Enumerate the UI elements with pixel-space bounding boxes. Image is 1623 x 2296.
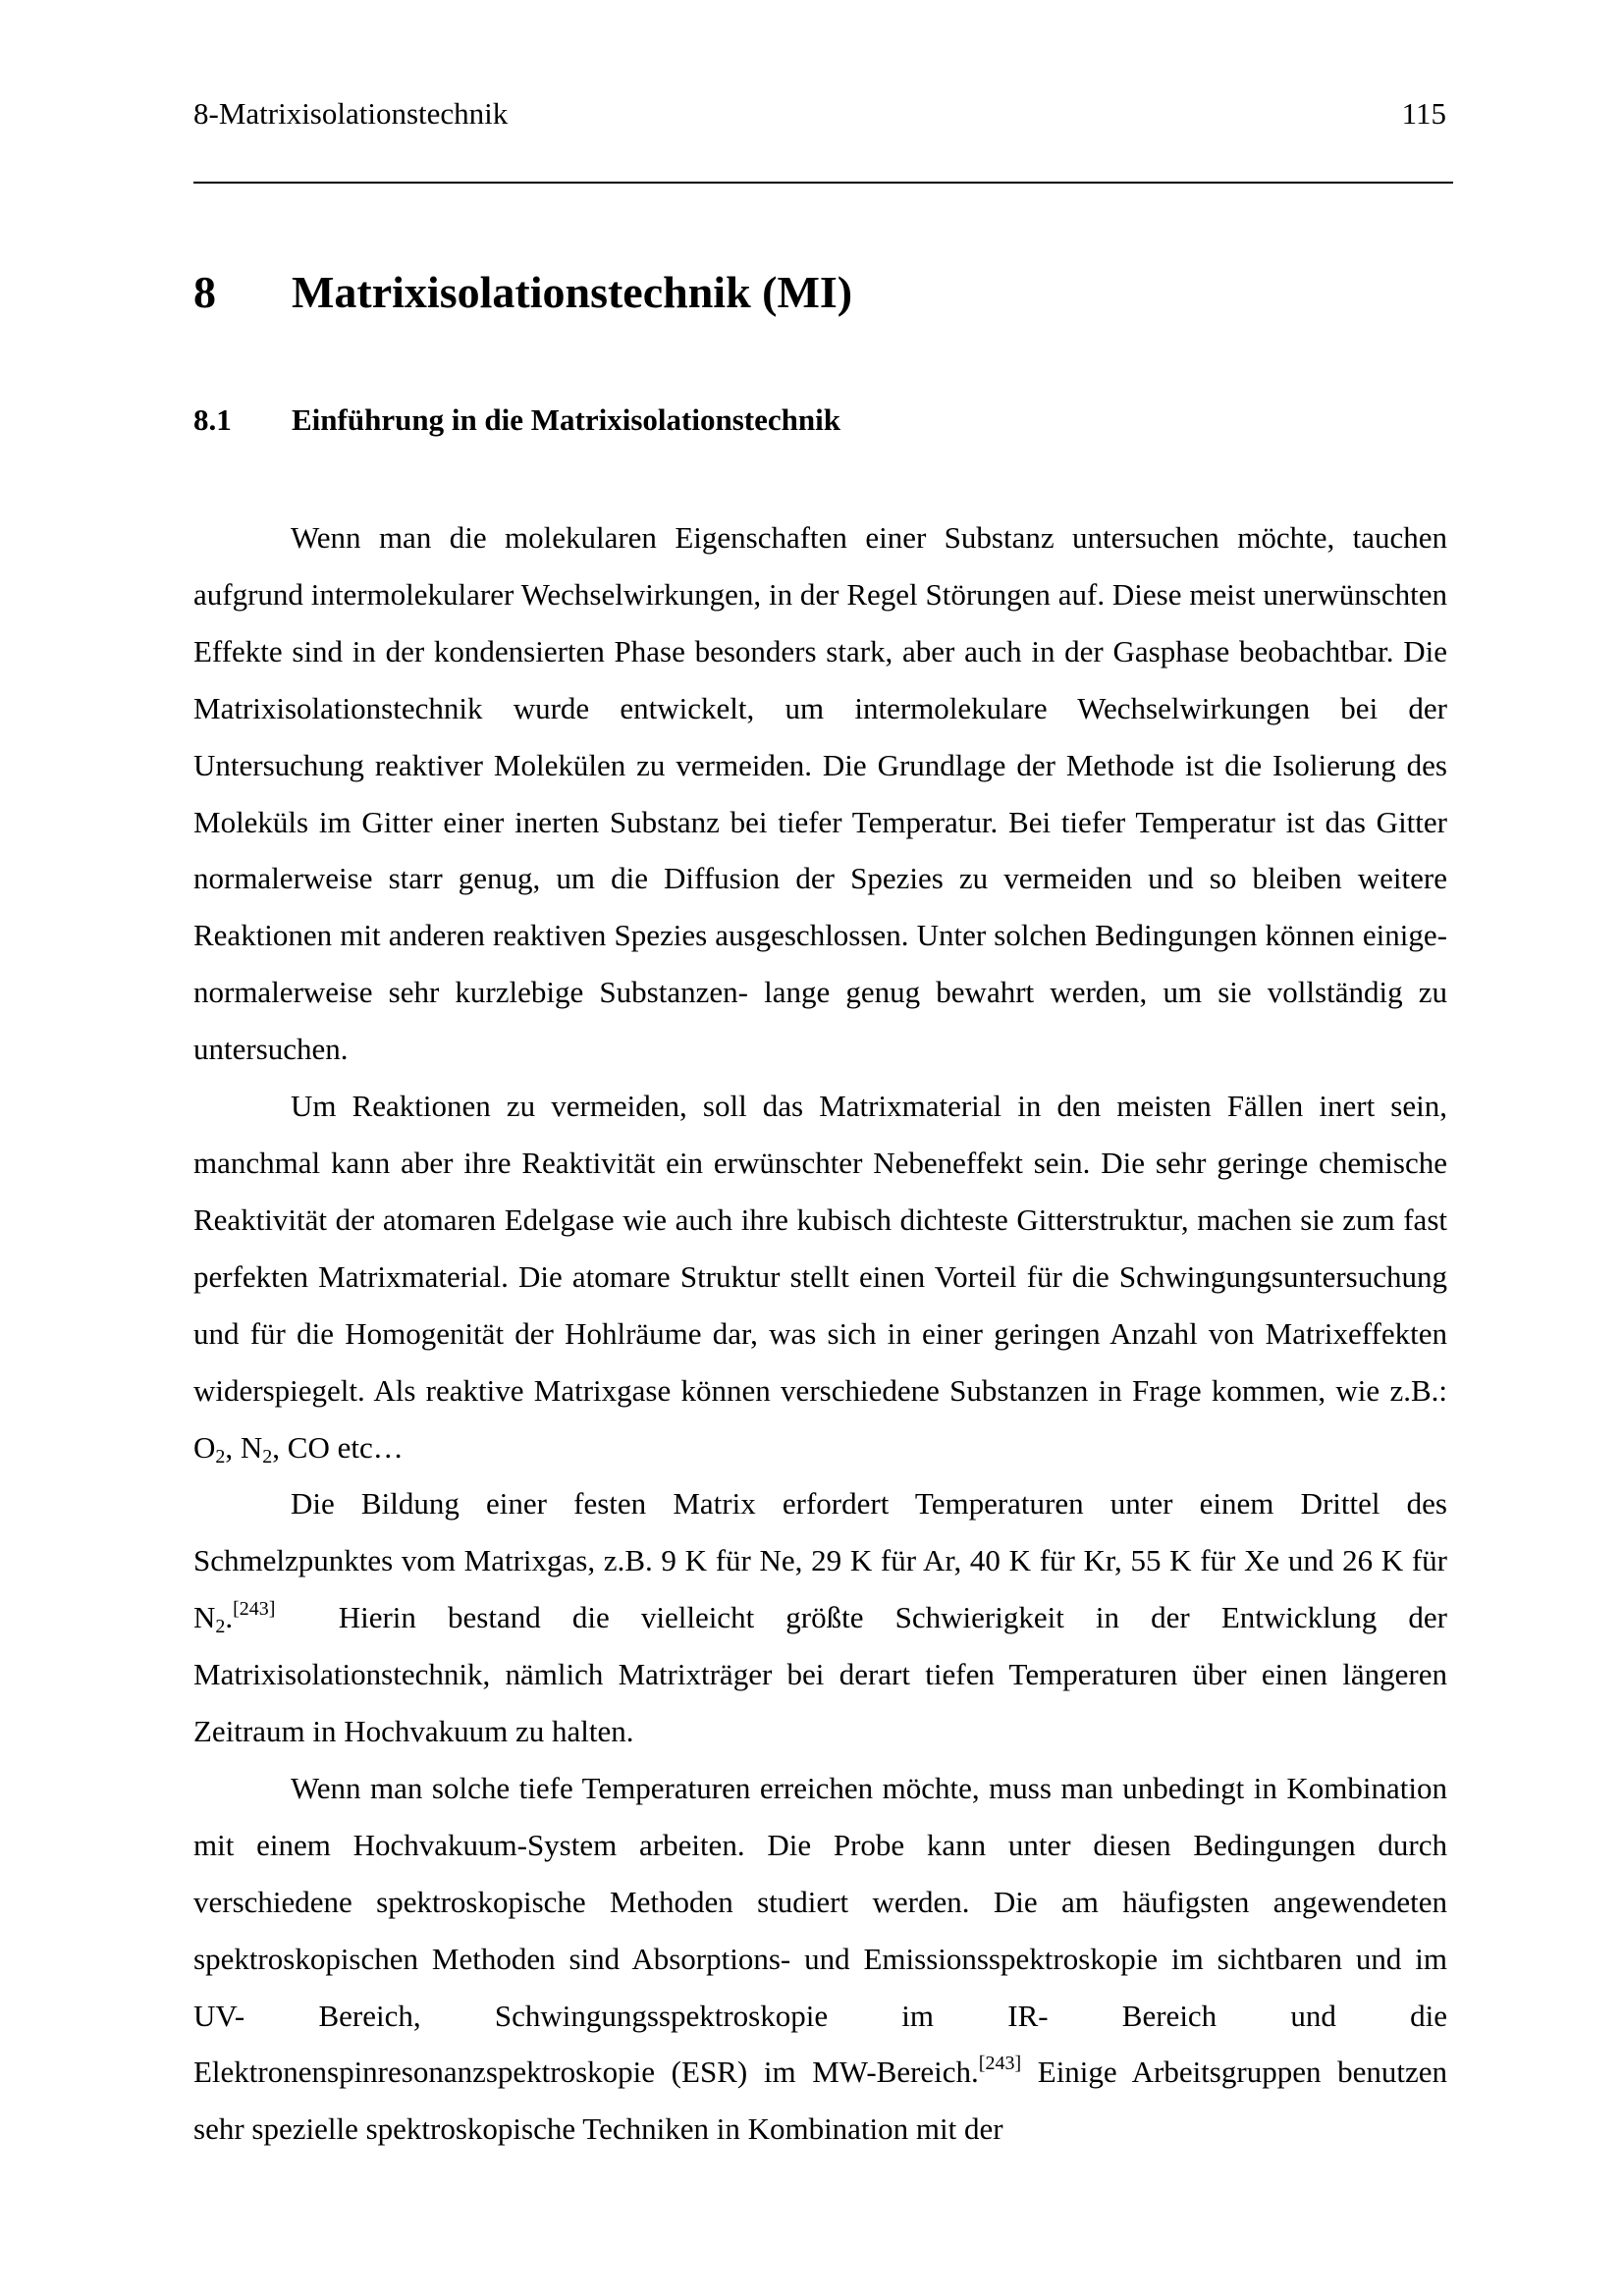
- paragraph-2-text: Um Reaktionen zu vermeiden, soll das Matrixmaterial in den meisten Fällen inert sein, manchmal kann aber ihre Reaktivität ein erwünschter Nebeneffekt sein. Die sehr geringe chemische Reaktivität der atomaren Edelgase wie auch ihre kubisch dichteste Gitterstruktur, machen sie zum fast perfekten Matrixmaterial. Die atomare Struktur stellt einen Vorteil für die Schwingungsuntersuchung und für die Homogenität der Hohlräume dar, was sich in einer geringen Anzahl von Matrixeffekten widerspiegelt. Als reaktive Matrixgase können verschiedene Substanzen in Frage kommen, wie z.B.: O: [193, 1089, 1447, 1465]
- section-number: 8.1: [193, 402, 232, 437]
- paragraph-3-text: Die Bildung einer festen Matrix erfordert Temperaturen unter einem Drittel des Schmelzpunktes vom Matrixgas, z.B. 9 K für Ne, 29 K für Ar, 40 K für Kr, 55 K für Xe und 26 K für N: [193, 1486, 1447, 1635]
- subscript: 2: [215, 1445, 226, 1468]
- body-text: [193, 509, 1455, 2158]
- paragraph-3-end: Hierin bestand die vielleicht größte Schwierigkeit in der Entwicklung der Matrixisolationstechnik, nämlich Matrixträger bei derart tiefen Temperaturen über einen längeren Zeitraum in Hochvakuum zu halten.: [193, 1600, 1455, 1749]
- citation-ref: [243]: [233, 1598, 276, 1621]
- running-title: 8-Matrixisolationstechnik: [193, 96, 509, 131]
- paragraph-3: [193, 1475, 1455, 1760]
- subscript: 2: [215, 1616, 226, 1638]
- subscript: 2: [262, 1445, 273, 1468]
- paragraph-4-end: Einige Arbeitsgruppen benutzen sehr spezielle spektroskopische Techniken in Kombination mit der: [193, 2055, 1447, 2147]
- paragraph-2-end: , CO etc…: [272, 1429, 404, 1465]
- header-rule: [193, 182, 1453, 184]
- page-number: 115: [1401, 96, 1446, 131]
- paragraph-2: [193, 1078, 1447, 1475]
- chapter-number: 8: [193, 267, 216, 317]
- section-title: Einführung in die Matrixisolationstechnik: [292, 402, 840, 437]
- chapter-title: Matrixisolationstechnik (MI): [292, 267, 853, 317]
- paragraph-1: Wenn man die molekularen Eigenschaften einer Substanz untersuchen möchte, tauchen aufgrund intermolekularer Wechselwirkungen, in der Regel Störungen auf. Diese meist unerwünschten Effekte sind in der kondensierten Phase besonders stark, aber auch in der Gasphase beobachtbar. Die Matrixisolationstechnik wurde entwickelt, um intermolekulare Wechselwirkungen bei der Untersuchung reaktiver Molekülen zu vermeiden. Die Grundlage der Methode ist die Isolierung des Moleküls im Gitter einer inerten Substanz bei tiefer Temperatur. Bei tiefer Temperatur ist das Gitter normalerweise starr genug, um die Diffusion der Spezies zu vermeiden und so bleiben weitere Reaktionen mit anderen reaktiven Spezies ausgeschlossen. Unter solchen Bedingungen können einige- normalerweise sehr kurzlebige Substanzen- lange genug bewahrt werden, um sie vollständig zu untersuchen.: [193, 520, 1447, 1067]
- paragraph-4-text: Wenn man solche tiefe Temperaturen erreichen möchte, muss man unbedingt in Kombination mit einem Hochvakuum-System arbeiten. Die Probe kann unter diesen Bedingungen durch verschiedene spektroskopische Methoden studiert werden. Die am häufigsten angewendeten spektroskopischen Methoden sind Absorptions- und Emissionsspektroskopie im sichtbaren und im UV- Bereich, Schwingungsspektroskopie im IR- Bereich und die Elektronenspinresonanzspektroskopie (ESR) im MW-Bereich.: [193, 1770, 1447, 2090]
- paragraph-3-dot: .: [225, 1600, 234, 1635]
- chapter-heading: [193, 263, 852, 322]
- section-heading: [193, 400, 840, 440]
- paragraph-4: [193, 1760, 1447, 2158]
- citation-ref: [243]: [978, 2053, 1022, 2075]
- paragraph-2-mid: , N: [225, 1429, 263, 1465]
